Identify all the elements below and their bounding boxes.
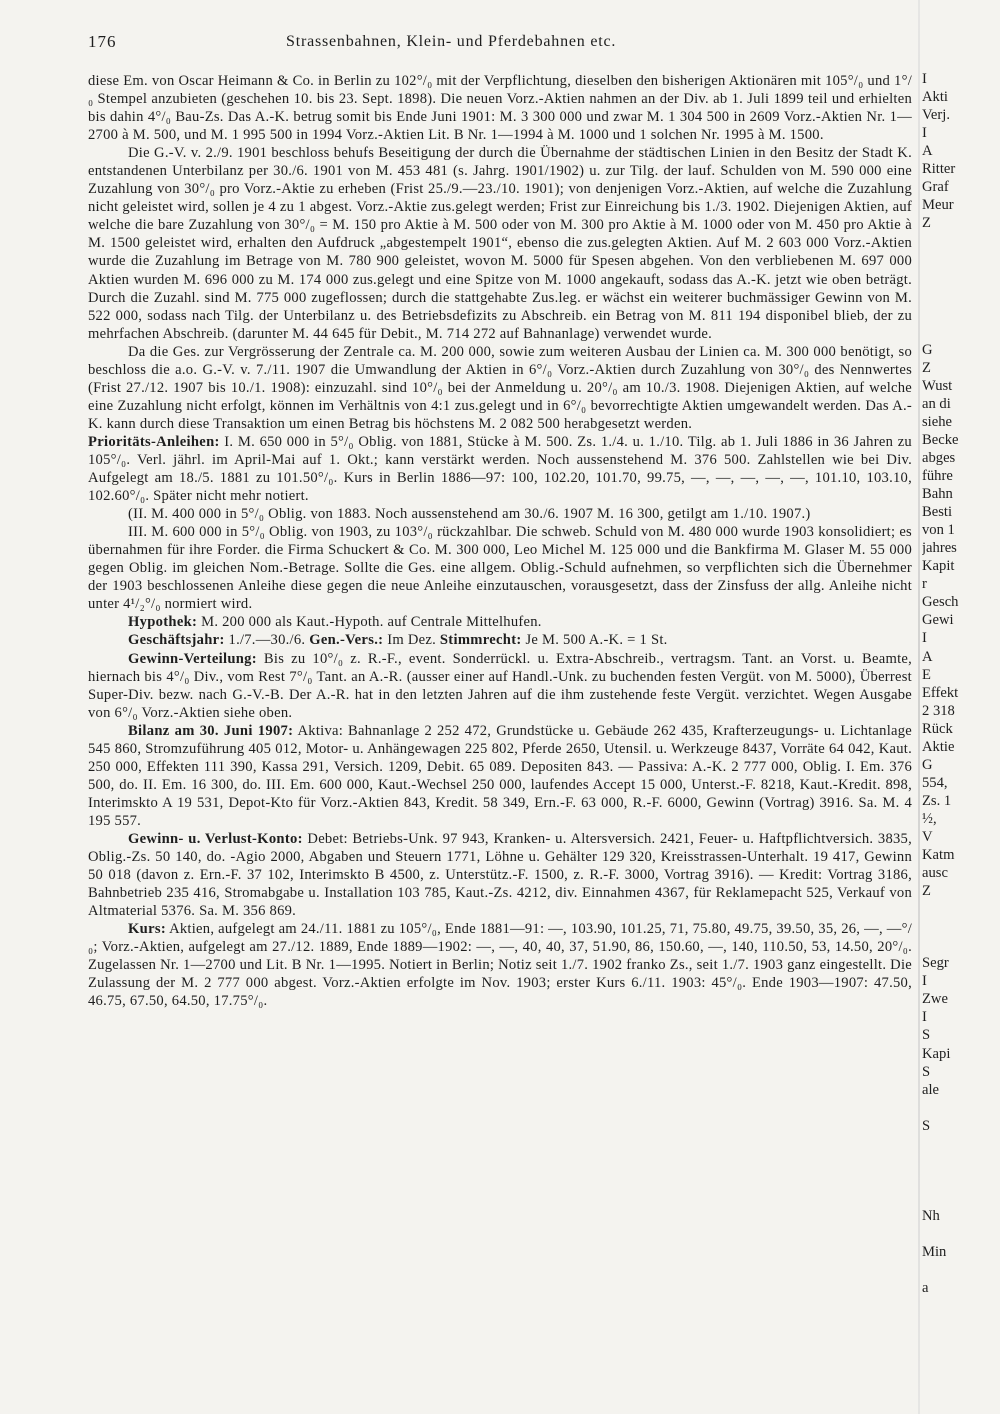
edge-fragment: jahres [922,540,957,557]
paragraph-text: Bis zu 10°/₀ z. R.-F., event. Sonderrückl. u. Extra-Abschreib., vertragsm. Tant. an Vorst. u. Beamte, hiernach bis 4°/₀ Div., vom Rest 7°/₀ Tant. an A.-R. (ausser einer auf Handl.-Unk. zu buchenden festen Vergüt. von M. 5000), Überrest Super-Div. bezw. nach G.-V.-B. Der A.-R. hat in den letzten Jahren auf die ihm zustehende feste Vergüt. verzichtet. Wegen Ausgabe von 6°/₀ Vorz.-Aktien siehe oben. [88,650,913,721]
edge-fragment: I [922,71,927,87]
edge-fragment: A [922,143,933,160]
edge-fragment: Zwe [922,991,948,1008]
edge-fragment [922,250,1000,268]
paragraph [88,613,912,631]
edge-fragment: ale [922,1081,940,1098]
edge-fragment [922,1225,1000,1243]
edge-fragment: Z [922,359,931,376]
edge-fragment: Akti [922,89,948,106]
edge-fragment [922,1153,1000,1171]
paragraph [88,72,912,144]
adjacent-page-edge [922,70,1000,1410]
edge-fragment: Z [922,883,931,900]
edge-fragment [922,1171,1000,1189]
edge-fragment [922,1099,1000,1117]
edge-fragment: Kapit [922,558,955,575]
section-heading: Gewinn-Verteilung: [128,650,257,667]
paragraph-text: diese Em. von Oscar Heimann & Co. in Berlin zu 102°/₀ mit der Verpflichtung, dieselben den bisherigen Aktionären mit 105°/₀ und 1°/₀ Stempel anzubieten (geschehen 10. bis 23. Sept. 1898). Die neuen Vorz.-Aktien nahmen an der Div. ab 1. Juli 1899 teil und erhielten bis dahin 4°/₀ Bau-Zs. Das A.-K. betrug somit bis Ende Juni 1901: M. 3 300 000 und zwar M. 1 304 500 in 2609 Vorz.-Aktien Nr. 1—2700 à M. 500, und M. 1 995 500 in 1994 Vorz.-Aktien Lit. B Nr. 1—1994 à M. 1000 und 1 solchen Nr. 1995 à M. 1500. [88,73,912,144]
edge-fragment: Segr [922,955,949,972]
edge-fragment: Effekt [922,684,959,701]
edge-fragment: E [922,666,931,683]
edge-fragment [922,900,1000,918]
edge-fragment: Becke [922,431,959,448]
running-head: Strassenbahnen, Klein- und Pferdebahnen etc. [286,33,617,50]
edge-fragment: S [922,1063,931,1080]
paragraph [88,144,912,343]
edge-fragment: Kapi [922,1045,951,1062]
paragraph-text: Aktiva: Bahnanlage 2 252 472, Grundstücke u. Gebäude 262 435, Krafterzeugungs- u. Lichtanlage 545 860, Stromzuführung 405 012, Motor- u. Anhängewagen 225 802, Pferde 2650, Utensil. u. Werkzeuge 8437, Vorräte 64 042, Kaut. 250 000, Effekten 111 390, Kassa 291, Versich. 1209, Debit. 65 089. Depositen 843. — Passiva: A.-K. 2 777 000, Oblig. I. Em. 376 500, do. II. Em. 16 300, do. III. Em. 600 000, Kaut.-Wechsel 250 000, laufendes Accept 15 000, Unterst.-F. 8218, Kaut.-Kredit. 898, Interimskto A 19 531, Depot-Kto für Vorz.-Aktien 843, Kredit. 58 349, Ern.-F. 63 000, R.-F. 6000, Gewinn (Vortrag) 3916. Sa. M. 4 195 557. [88,722,912,829]
paragraph [88,920,912,1010]
page-header [88,32,912,62]
paragraph-text: Da die Ges. zur Vergrösserung der Zentrale ca. M. 200 000, sowie zum weiteren Ausbau der Linien ca. M. 300 000 benötigt, so beschloss die a.o. G.-V. v. 7./11. 1907 die Umwandlung der Aktien in 6°/₀ Vorz.-Aktien durch Zuzahlung von 30°/₀ des Nennwertes (Frist 27./12. 1907 bis 10./1. 1908): einzuzahl. sind 10°/₀ bei der Anmeldung u. 20°/₀ am 10./3. 1908. Diejenigen Aktien, auf welche eine Zuzahlung nicht erfolgt, können im Verhältnis von 4:1 zus.gelegt und in 6°/₀ bevorrechtigte Aktien umgewandelt werden. Das A.-K. kann durch diese Transaktion um einen Betrag bis höchstens M. 2 082 500 herabgesetzt werden. [88,343,912,432]
edge-fragment: r [922,576,927,593]
edge-fragment: Gesch [922,594,959,611]
edge-fragment: Z [922,215,931,232]
edge-fragment: a [922,1280,929,1297]
edge-fragment: I [922,125,927,142]
paragraph-text: M. 200 000 als Kaut.-Hypoth. auf Centrale Mittelhufen. [201,614,542,631]
edge-fragment: Katm [922,847,955,864]
section-heading: Gen.-Vers.: [309,632,384,649]
edge-fragment: Ritter [922,161,956,178]
edge-fragment: an di [922,395,951,412]
section-heading: Hypothek: [128,614,198,631]
edge-fragment [922,1135,1000,1153]
edge-fragment: G [922,756,933,773]
paragraph [88,631,912,649]
edge-fragment [922,269,1000,287]
edge-fragment [922,936,1000,954]
edge-fragment: abges [922,449,956,466]
edge-fragment: Rück [922,720,953,737]
edge-fragment [922,287,1000,305]
edge-fragment: Aktie [922,738,955,755]
edge-fragment: ausc [922,865,948,882]
edge-fragment [922,305,1000,323]
page-number: 176 [88,32,117,51]
paragraph [88,830,912,920]
edge-fragment: Wust [922,377,953,394]
edge-fragment: V [922,828,933,845]
edge-fragment: A [922,648,933,665]
edge-fragment: Graf [922,179,949,196]
paragraph-text: I. M. 650 000 in 5°/₀ Oblig. von 1881, Stücke à M. 500. Zs. 1./4. u. 1./10. Tilg. ab 1. Juli 1886 in 36 Jahren zu 105°/₀. Verl. jährl. im April-Mai auf 1. Okt.; kann verstärkt werden. Noch aussenstehend M. 376 500. Zahlstellen wie bei Div. Aufgelegt am 18./5. 1881 zu 101.50°/₀. Kurs in Berlin 1886—97: 100, 102.20, 101.70, 99.75, —, —, —, —, —, 101.10, 103.10, 102.60°/₀. Später nicht mehr notiert. [88,433,912,505]
edge-fragment: Min [922,1244,947,1261]
paragraph-text: Je M. 500 A.-K. = 1 St. [525,632,668,649]
paragraph [88,433,912,505]
paragraph-text: (II. M. 400 000 in 5°/₀ Oblig. von 1883. Noch aussenstehend am 30./6. 1907 M. 16 300, getilgt am 1./10. 1907.) [128,506,811,523]
edge-fragment [922,232,1000,250]
edge-fragment: I [922,630,927,647]
page-fold [918,0,920,1414]
paragraph [88,505,912,523]
edge-fragment [922,1189,1000,1207]
edge-fragment: führe [922,468,953,485]
edge-fragment: Gewi [922,612,954,629]
edge-fragment: S [922,1027,931,1044]
edge-fragment [922,918,1000,936]
document-body [88,72,912,1010]
edge-fragment: von 1 [922,522,955,539]
edge-fragment: 554, [922,774,948,791]
edge-fragment: Verj. [922,107,950,124]
section-heading: Stimmrecht: [439,632,522,649]
paragraph-text: Debet: Betriebs-Unk. 97 943, Kranken- u. Altersversich. 2421, Feuer- u. Haftpflichtversich. 3835, Oblig.-Zs. 50 140, do. -Agio 2000, Abgaben und Steuern 1771, Löhne u. Gehälter 129 320, Kreisstrassen-Unterhalt. 19 417, Gewinn 50 018 (davon z. Ern.-F. 37 102, Interimskto B 4500, z. Unterstütz.-F. 1500, z. R.-F. 3000, Vortrag 3916). — Kredit: Vortrag 3186, Bahnbetrieb 235 416, Stromabgabe u. Installation 103 785, Kaut.-Zs. 4212, div. Einnahmen 4367, für Reklamepacht 525, Verkauf von Altmaterial 5376. Sa. M. 356 869. [88,830,912,920]
edge-fragment [922,323,1000,341]
edge-fragment: ½, [922,810,937,827]
section-heading: Kurs: [128,921,166,938]
edge-fragment: I [922,1009,927,1026]
section-heading: Prioritäts-Anleihen: [88,433,220,450]
section-heading: Bilanz am 30. Juni 1907: [128,722,294,739]
paragraph [88,343,912,433]
edge-fragment: Meur [922,197,954,214]
document-page [88,32,912,1010]
edge-fragment: G [922,341,933,358]
paragraph-text: Im Dez. [387,632,436,649]
edge-fragment: Zs. 1 [922,792,952,809]
paragraph-text: Die G.-V. v. 2./9. 1901 beschloss behufs Beseitigung der durch die Übernahme der städtischen Linien in den Besitz der Stadt K. entstandenen Unterbilanz per 30./6. 1901 von M. 453 481 (s. Jahrg. 1901/1902) u. zur Tilg. der lauf. Schulden von M. 590 000 eine Zuzahlung von 30°/₀ pro Vorz.-Aktie zu erheben (Frist 25./9.—23./10. 1901); von denjenigen Vorz.-Aktien, auf welche die Zuzahlung nicht geleistet wird, sollen je 4 zu 1 abgest. Vorz.-Aktie zus.gelegt werden; Frist zur Einreichung bis 1./3. 1902. Diejenigen Aktien, auf welche die bare Zuzahlung von 30°/₀ = M. 150 pro Aktie à M. 500 oder von M. 300 pro Aktie à M. 1000 oder von M. 450 pro Aktie à M. 1500 geleistet wird, erhalten den Aufdruck „abgestempelt 1901“, ebenso die zus.gelegten Aktien. Auf M. 2 603 000 Vorz.-Aktien wurde die Zuzahlung im Betrage von M. 780 900 geleistet, wovon M. 5000 für Spesen abgehen. Von den verbliebenen M. 697 000 Aktien wurden M. 696 000 zu M. 174 000 zus.gelegt und eine Spitze von M. 1000 angekauft, sodass das A.-K. jetzt wie oben beträgt. Durch die Zuzahl. sind M. 775 000 zugeflossen; durch die stattgehabte Zus.leg. er wächst ein weiterer buchmässiger Gewinn von M. 522 000, sodass nach Tilg. der Unterbilanz u. des Betriebsdefizits zu Abschreib. ein Betrag von M. 811 194 disponibel blieb, der zu mehrfachen Abschreib. (darunter M. 44 645 für Debit., M. 714 272 auf Bahnanlage) verwendet wurde. [88,145,912,342]
edge-fragment [922,1261,1000,1279]
section-heading: Gewinn- u. Verlust-Konto: [128,830,303,847]
section-heading: Geschäftsjahr: [128,632,225,649]
paragraph-text: Aktien, aufgelegt am 24./11. 1881 zu 105°/₀, Ende 1881—91: —, 103.90, 101.25, 71, 75.80, 49.75, 39.50, 35, 26, —, —°/₀; Vorz.-Aktien, aufgelegt am 27./12. 1889, Ende 1889—1902: —, —, 40, 40, 37, 51.90, 86, 150.60, —, 140, 110.50, 53, 14.50, 20°/₀. Zugelassen Nr. 1—2700 und Lit. B Nr. 1—1995. Notiert in Berlin; Notiz seit 1./7. 1902 franko Zs., seit 1./7. 1903 ganz eingestellt. Die Zulassung der M. 2 777 000 abgest. Vorz.-Aktien erfolgte im Nov. 1903; erster Kurs 6./11. 1903: 45°/₀. Ende 1903—1907: 47.50, 46.75, 67.50, 64.50, 17.75°/₀. [88,921,912,1010]
paragraph-text: 1./7.—30./6. [228,632,306,649]
paragraph [88,523,912,613]
edge-fragment: S [922,1117,931,1134]
edge-fragment: Bahn [922,486,953,503]
edge-fragment: I [922,973,927,990]
paragraph [88,722,912,830]
edge-fragment: 2 318 [922,702,955,719]
paragraph [88,650,912,722]
edge-fragment: Besti [922,504,952,521]
paragraph-text: III. M. 600 000 in 5°/₀ Oblig. von 1903, zu 103°/₀ rückzahlbar. Die schweb. Schuld von M. 480 000 wurde 1903 konsolidiert; es übernahmen für ihre Forder. die Firma Schuckert & Co. M. 300 000, Leo Michel M. 125 000 und die Bankfirma M. Glaser M. 55 000 gegen Oblig. im gleichen Nom.-Betrage. Sollte die Ges. eine allgem. Oblig.-Schuld aufnehmen, so verpflichten sich die Übernehmer der 1903 beschlossenen Anleihe diese gegen die neue Anleihe einzutauschen, vorausgesetzt, dass der Zinsfuss der allg. Anleihe nicht unter 4¹/₂°/₀ normiert wird. [88,524,912,613]
edge-fragment: siehe [922,413,952,430]
edge-fragment: Nh [922,1207,940,1224]
